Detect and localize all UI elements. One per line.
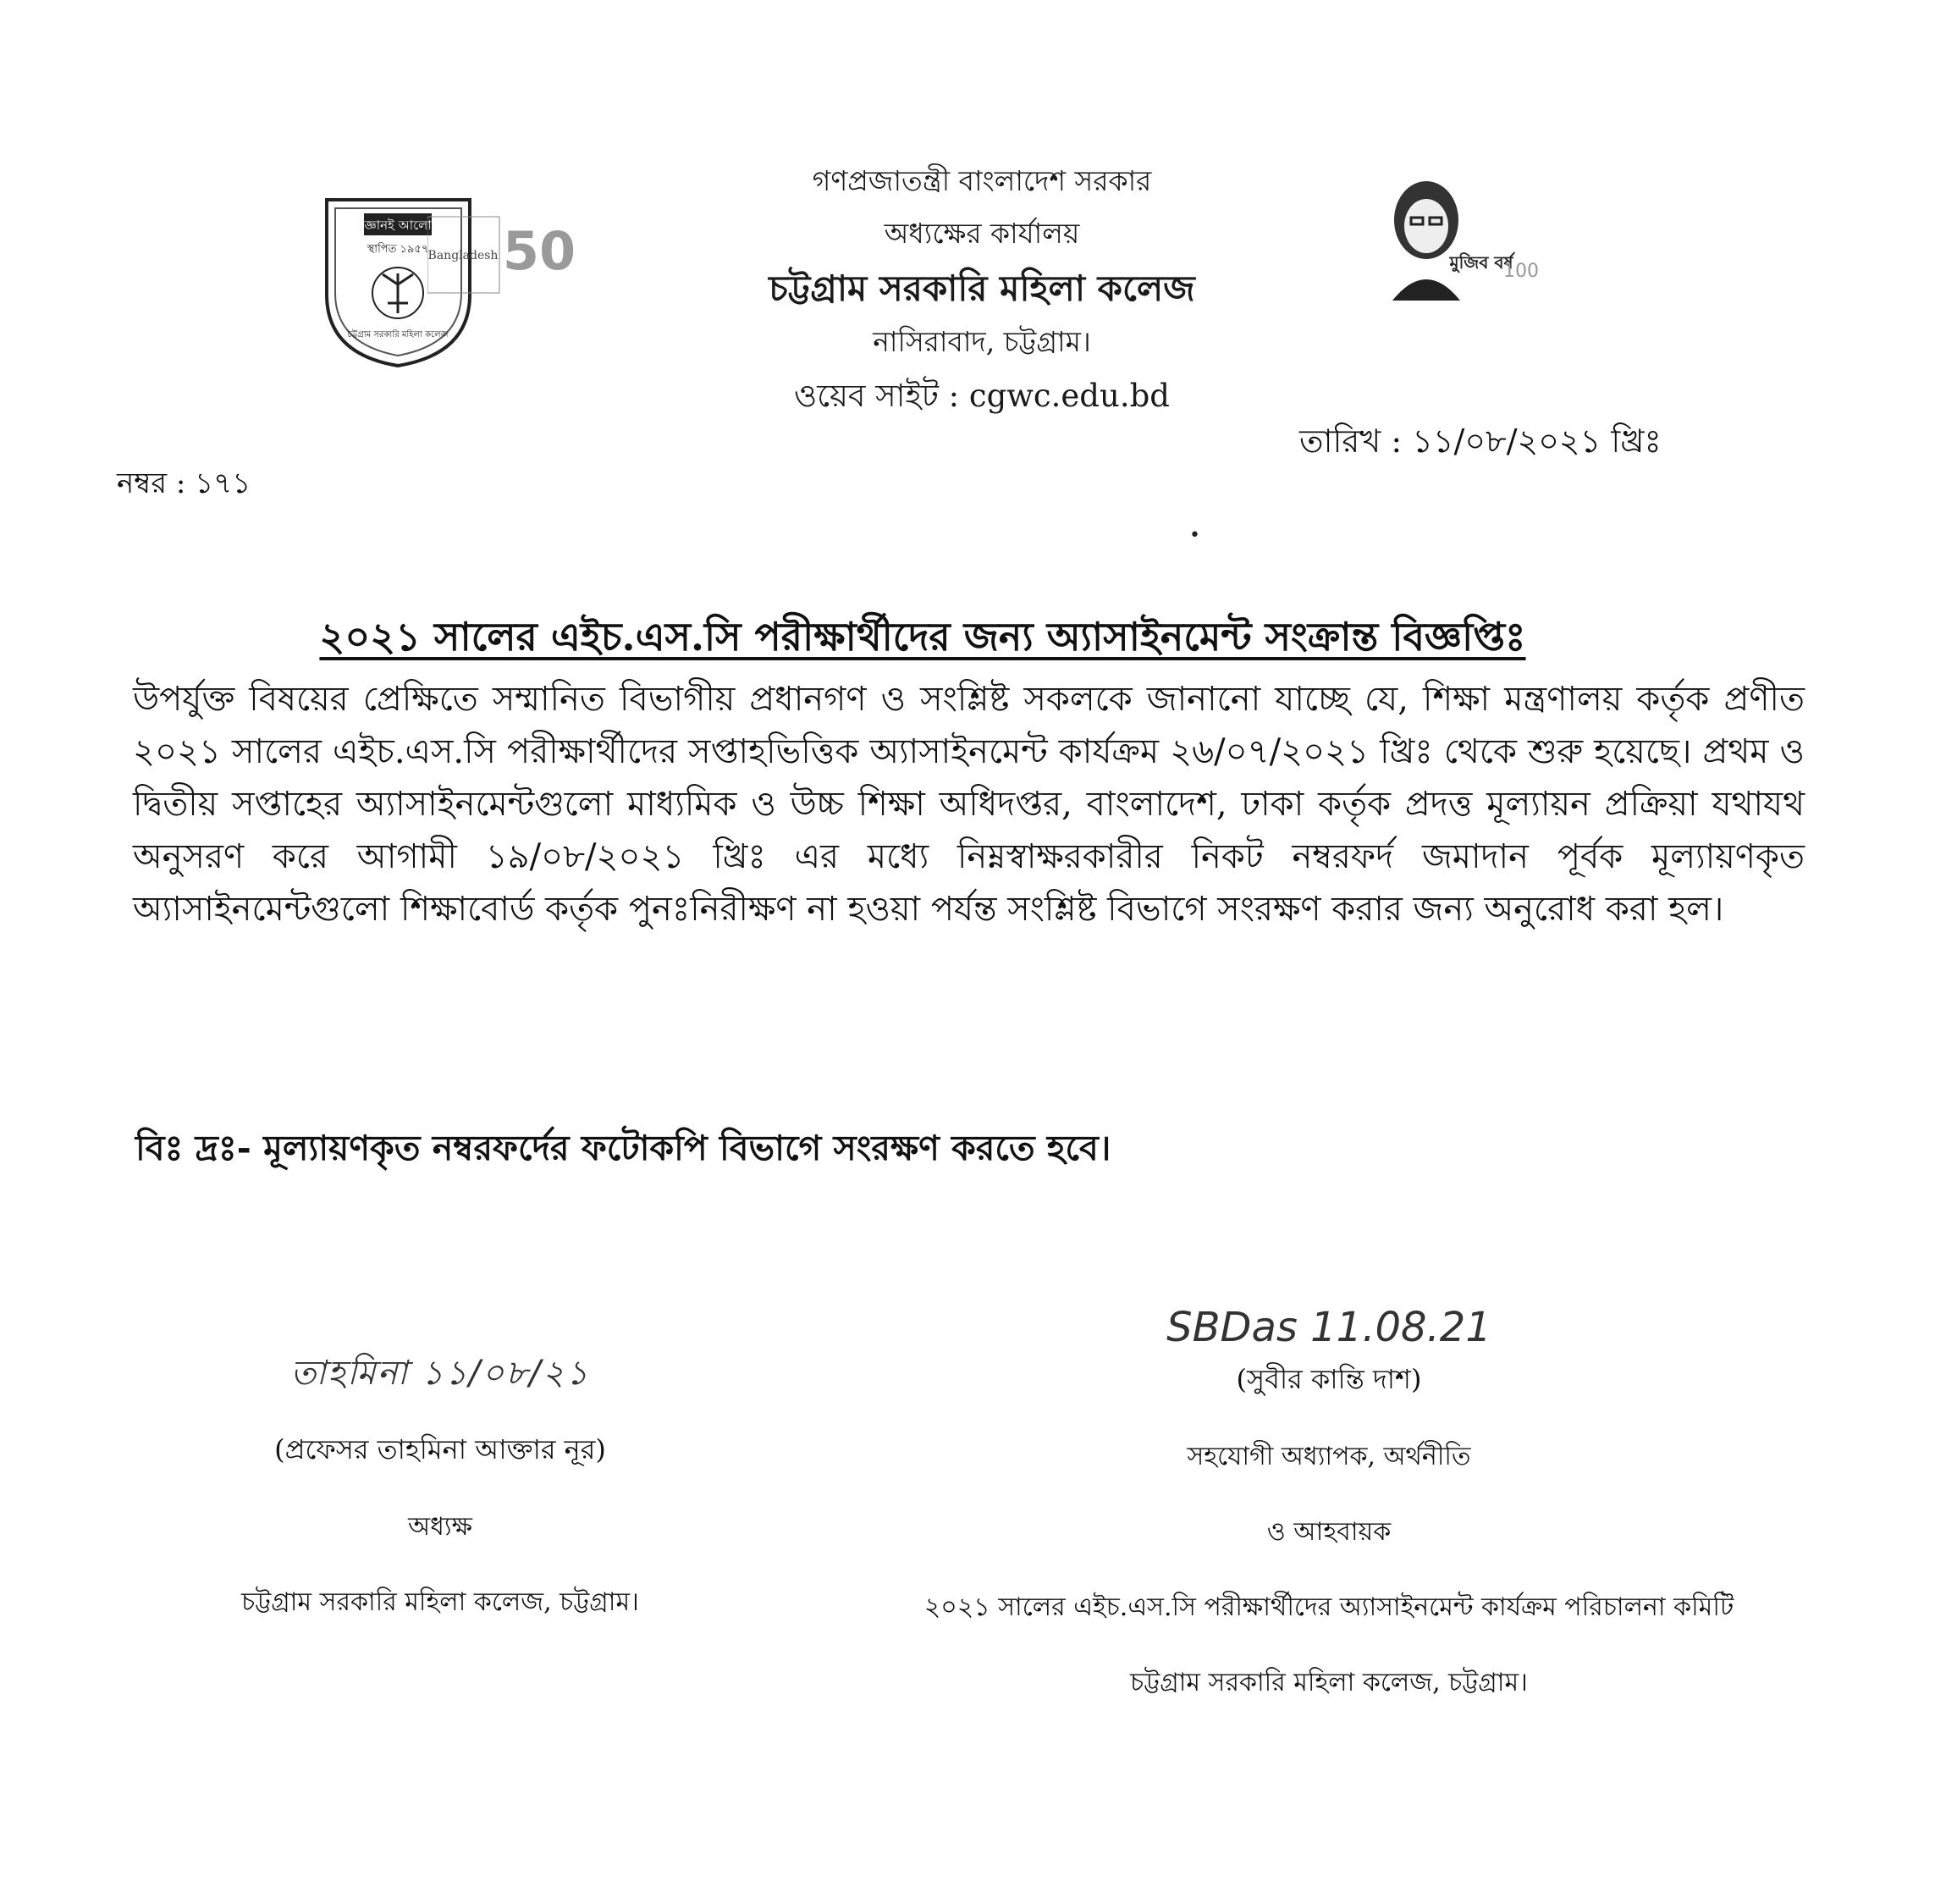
notice-body: উপর্যুক্ত বিষয়ের প্রেক্ষিতে সম্মানিত বিভাগীয় প্রধানগণ ও সংশ্লিষ্ট সকলকে জানানো যাচ্ছে যে, শিক্ষা মন্ত্রণালয় কর্তৃক প্রণীত ২০২১ সালের এইচ.এস.সি পরীক্ষার্থীদের সপ্তাহভিত্তিক অ্যাসাইনমেন্ট কার্যক্রম ২৬/০৭/২০২১ খ্রিঃ থেকে শুরু হয়েছে। প্রথম ও দ্বিতীয় সপ্তাহের অ্যাসাইনমেন্টগুলো মাধ্যমিক ও উচ্চ শিক্ষা অধিদপ্তর, বাংলাদেশ, ঢাকা কর্তৃক প্রদত্ত মূল্যায়ন প্রক্রিয়া যথাযথ অনুসরণ করে আগামী ১৯/০৮/২০২১ খ্রিঃ এর মধ্যে নিম্নস্বাক্ষরকারীর নিকট নম্বরফর্দ জমাদান পূর্বক মূল্যায়ণকৃত অ্যাসাইনমেন্টগুলো শিক্ষাবোর্ড কর্তৃক পুনঃনিরীক্ষণ না হওয়া পর্যন্ত সংশ্লিষ্ট বিভাগে সংরক্ষণ করার জন্য অনুরোধ করা হল। <box>133 680 1805 929</box>
anniversary-text: Bangladesh <box>427 249 499 262</box>
office-heading: অধ্যক্ষের কার্যালয় <box>884 217 1080 250</box>
principal-signature: তাহমিনা ১১/০৮/২১ <box>290 1354 590 1393</box>
notice-date: তারিখ : ১১/০৮/২০২১ খ্রিঃ <box>1299 422 1662 460</box>
convener-designation: সহযোগী অধ্যাপক, অর্থনীতি <box>1187 1442 1471 1471</box>
mujib-borsho-logo <box>1359 174 1541 301</box>
principal-designation: অধ্যক্ষ <box>408 1512 472 1542</box>
notice-postscript: বিঃ দ্রঃ- মূল্যায়ণকৃত নম্বরফর্দের ফটোকপি বিভাগে সংরক্ষণ করতে হবে। <box>135 1128 1111 1168</box>
convener-signature: SBDas 11.08.21 <box>1166 1304 1491 1351</box>
seal-motto: জ্ঞানই আলো <box>364 218 432 233</box>
mujib-number: 100 <box>1503 261 1539 282</box>
committee-name: ২০২১ সালের এইচ.এস.সি পরীক্ষার্থীদের অ্যাসাইনমেন্ট কার্যক্রম পরিচালনা কমিটি <box>923 1592 1734 1622</box>
convener-institution: চট্টগ্রাম সরকারি মহিলা কলেজ, চট্টগ্রাম। <box>1130 1668 1528 1697</box>
convener-role: ও আহবায়ক <box>1266 1517 1392 1547</box>
convener-name: (সুবীর কান্তি দাশ) <box>1236 1363 1422 1395</box>
notice-title: ২০২১ সালের এইচ.এস.সি পরীক্ষার্থীদের জন্য অ্যাসাইনমেন্ট সংক্রান্ত বিজ্ঞপ্তিঃ <box>319 614 1526 660</box>
principal-institution: চট্টগ্রাম সরকারি মহিলা কলেজ, চট্টগ্রাম। <box>241 1587 639 1617</box>
college-address: নাসিরাবাদ, চট্টগ্রাম। <box>873 325 1091 358</box>
seal-established: স্থাপিত ১৯৫৭ <box>367 243 429 256</box>
principal-signature-block <box>127 1346 753 1657</box>
anniversary-50-logo <box>427 210 580 307</box>
convener-signature-block <box>736 1304 1921 1737</box>
government-heading: গণপ্রজাতন্ত্রী বাংলাদেশ সরকার <box>812 164 1152 197</box>
college-name: চট্টগ্রাম সরকারি মহিলা কলেজ <box>769 268 1195 309</box>
college-website: ওয়েব সাইট : cgwc.edu.bd <box>794 378 1170 414</box>
seal-college-name: চট্টগ্রাম সরকারি মহিলা কলেজ <box>347 330 449 339</box>
mujib-text: মুজিব বর্ষ <box>1449 252 1513 273</box>
anniversary-number: 50 <box>502 220 576 282</box>
scan-mark: • <box>1189 525 1200 546</box>
principal-name: (প্রফেসর তাহমিনা আক্তার নূর) <box>274 1433 606 1465</box>
notice-reference-number: নম্বর : ১৭১ <box>117 466 251 500</box>
